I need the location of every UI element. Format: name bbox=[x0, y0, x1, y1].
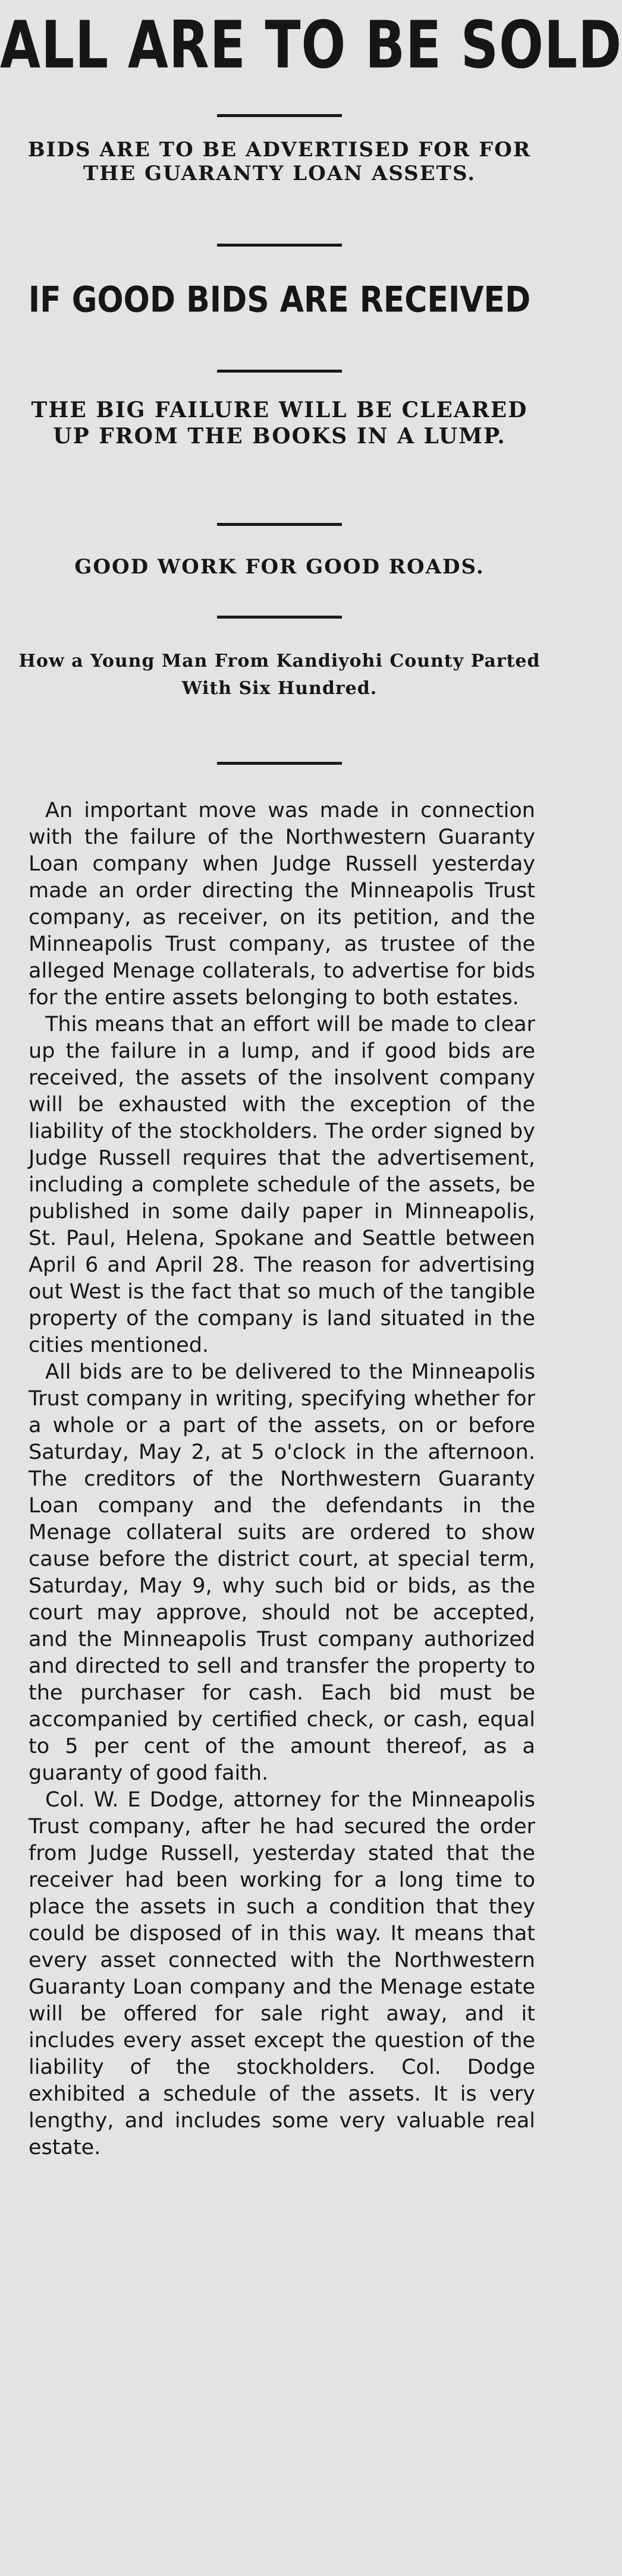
rule-6 bbox=[217, 762, 342, 765]
headline: ALL ARE TO BE SOLD bbox=[0, 7, 622, 83]
paragraph-4: Col. W. E Dodge, attorney for the Minneapolis Trust company, after he had secured the order from Judge Russell, yesterday stated that the receiver had been working for a long time to place the assets in such a condition that they could be disposed of in this way. It means that every asset connected with the Northwestern Guaranty Loan company and the Menage estate will be offered for sale right away, and it includes every asset except the question of the liability of the stockholders. Col. Dodge exhibited a schedule of the assets. It is very lengthy, and includes some very valuable real estate. bbox=[29, 1788, 535, 2159]
paragraph-1: An important move was made in connection with the failure of the Northwestern Guaranty Loan company when Judge Russell yesterday made an order directing the Minneapolis Trust company, as receiver, on its petition, and the Minneapolis Trust company, as trustee of the alleged Menage collaterals, to advertise for bids for the entire assets belonging to both estates. bbox=[29, 799, 535, 1010]
rule-5 bbox=[217, 616, 342, 619]
article-body bbox=[29, 797, 535, 2161]
paragraph-2: This means that an effort will be made to clear up the failure in a lump, and if good bids are received, the assets of the insolvent company will be exhausted with the exception of the liability of the stockholders. The order signed by Judge Russell requires that the advertisement, including a complete schedule of the assets, be published in some daily paper in Minneapolis, St. Paul, Helena, Spokane and Seattle between April 6 and April 28. The reason for advertising out West is the fact that so much of the tangible property of the company is land situated in the cities mentioned. bbox=[29, 1013, 535, 1357]
deck-4: How a Young Man From Kandiyohi County Parted With Six Hundred. bbox=[18, 651, 541, 699]
rule-2 bbox=[217, 244, 342, 247]
deck-2: THE BIG FAILURE WILL BE CLEARED UP FROM THE BOOKS IN A LUMP. bbox=[31, 398, 528, 449]
subheadline: IF GOOD BIDS ARE RECEIVED bbox=[28, 279, 531, 321]
rule-3 bbox=[217, 370, 342, 373]
deck-3: GOOD WORK FOR GOOD ROADS. bbox=[74, 555, 485, 579]
rule-4 bbox=[217, 523, 342, 526]
deck-1: BIDS ARE TO BE ADVERTISED FOR FOR THE GUARANTY LOAN ASSETS. bbox=[27, 138, 532, 185]
rule-1 bbox=[217, 114, 342, 117]
paragraph-3: All bids are to be delivered to the Minneapolis Trust company in writing, specifying whether for a whole or a part of the assets, on or before Saturday, May 2, at 5 o'clock in the afternoon. The creditors of the Northwestern Guaranty Loan company and the defendants in the Menage collateral suits are ordered to show cause before the district court, at special term, Saturday, May 9, why such bid or bids, as the court may approve, should not be accepted, and the Minneapolis Trust company authorized and directed to sell and transfer the property to the purchaser for cash. Each bid must be accompanied by certified check, or cash, equal to 5 per cent of the amount thereof, as a guaranty of good faith. bbox=[29, 1360, 535, 1785]
